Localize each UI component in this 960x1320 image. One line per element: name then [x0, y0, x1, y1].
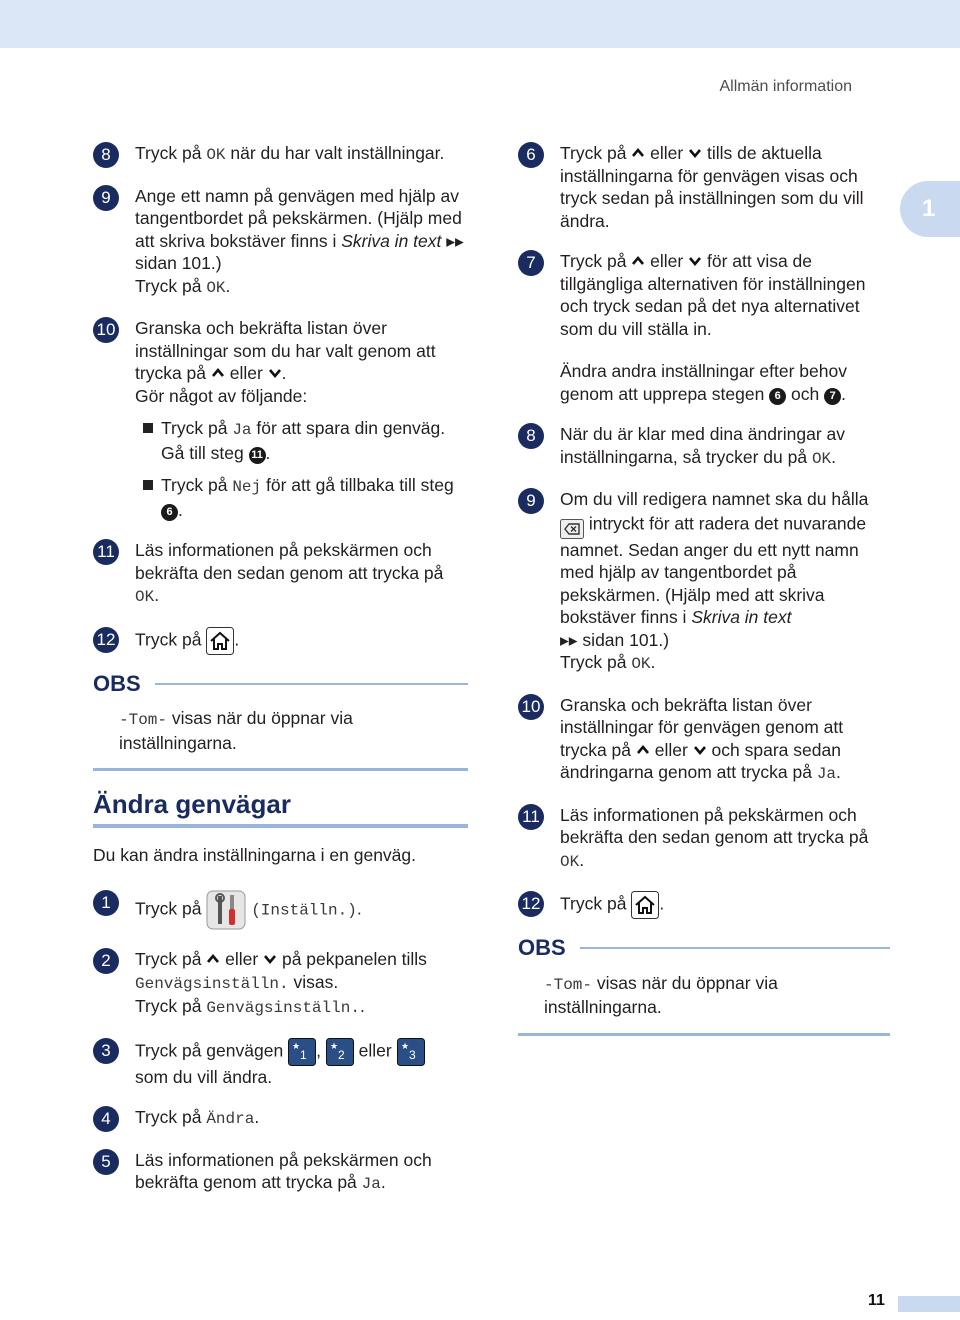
step-ref-circle: 11 [249, 447, 266, 464]
svg-text:3: 3 [408, 1047, 416, 1062]
step-number: 1 [93, 890, 119, 916]
chevron-down-icon [688, 254, 702, 268]
step-ref-circle: 6 [161, 504, 178, 521]
step-number: 2 [93, 948, 119, 974]
chevron-down-icon [693, 743, 707, 757]
step-9-left: 9 Ange ett namn på genvägen med hjälp av tangentbordet på pekskärmen. (Hjälp med att skriva bokstäver finns i Skriva in text ▸▸ sidan 101.) Tryck på OK. [93, 185, 468, 300]
svg-text:★: ★ [292, 1041, 301, 1052]
step-number: 9 [93, 185, 119, 211]
step-11-left: 11 Läs informationen på pekskärmen och bekräfta den sedan genom att trycka på OK. [93, 539, 468, 609]
step-number: 6 [518, 142, 544, 168]
step-number: 4 [93, 1106, 119, 1132]
step-9-right: 9 Om du vill redigera namnet ska du hålla intryckt för att radera det nuvarande namnet. Sedan anger du ett nytt namn med hjälp av tangentbordet på pekskärmen. (Hjälp med att skriva bokstäver finns i Skriva in text ▸▸ sidan 101.) Tryck på OK. [518, 488, 890, 676]
home-icon [631, 891, 659, 919]
note-box-right: OBS -Tom- visas när du öppnar via inställningarna. [518, 937, 890, 1036]
step-12-right: 12 Tryck på . [518, 891, 890, 919]
intro-text: Du kan ändra inställningarna i en genväg. [93, 844, 416, 865]
step-7: 7 Tryck på eller för att visa de tillgängliga alternativen för inställningen och tryck sedan på det nya alternativet som du vill ställa in. Ändra andra inställningar efter behov genom att upprepa stegen 6 och 7 . [518, 250, 890, 405]
step-number: 11 [93, 539, 119, 565]
step-3: 3 Tryck på genvägen ★ 1 , ★ 2 eller ★ 3 som du vill ändra. [93, 1038, 468, 1089]
backspace-icon [560, 519, 584, 539]
chevron-up-icon [636, 743, 650, 757]
svg-text:1: 1 [300, 1047, 307, 1062]
step-number: 12 [518, 891, 544, 917]
step-4: 4 Tryck på Ändra. [93, 1106, 468, 1131]
step-number: 7 [518, 250, 544, 276]
note-title: OBS [93, 670, 141, 696]
step-8-right: 8 När du är klar med dina ändringar av inställningarna, så trycker du på OK. [518, 423, 890, 470]
chevron-down-icon [688, 146, 702, 160]
svg-text:★: ★ [329, 1041, 338, 1052]
chevron-down-icon [263, 952, 277, 966]
svg-text:★: ★ [400, 1041, 409, 1052]
chevron-up-icon [631, 146, 645, 160]
step-number: 5 [93, 1149, 119, 1175]
left-column [93, 142, 468, 1214]
chevron-up-icon [631, 254, 645, 268]
right-column [518, 142, 890, 1042]
step-8-left: 8 Tryck på OK när du har valt inställningar. [93, 142, 468, 167]
svg-text:2: 2 [337, 1047, 345, 1062]
step-number: 8 [518, 423, 544, 449]
step-1: 1 Tryck på (Inställn.). [93, 890, 468, 930]
chapter-tab [900, 181, 960, 237]
page-number: 11 [868, 1292, 885, 1309]
step-6: 6 Tryck på eller tills de aktuella inställningarna för genvägen visas och tryck sedan på inställningen som du vill ändra. [518, 142, 890, 232]
step-number: 9 [518, 488, 544, 514]
chevron-up-icon [211, 366, 225, 380]
step-number: 11 [518, 804, 544, 830]
shortcut-3-icon [397, 1038, 425, 1066]
home-icon [206, 627, 234, 655]
bullet-item: Tryck på Nej för att gå tillbaka till steg 6 . [135, 474, 468, 521]
step-number: 10 [93, 317, 119, 343]
footer-bar [898, 1296, 960, 1312]
shortcut-2-icon [326, 1038, 354, 1066]
settings-tools-icon [206, 890, 246, 930]
step-2: 2 Tryck på eller på pekpanelen tills Genvägsinställn. visas. Tryck på Genvägsinställn.. [93, 948, 468, 1020]
step-number: 3 [93, 1038, 119, 1064]
top-band [0, 0, 960, 48]
step-5: 5 Läs informationen på pekskärmen och bekräfta genom att trycka på Ja. [93, 1149, 468, 1196]
step-12-left: 12 Tryck på . [93, 627, 468, 655]
step-7-note: Ändra andra inställningar efter behov genom att upprepa stegen 6 och 7 . [560, 361, 847, 404]
chapter-number: 1 [922, 195, 936, 222]
step-number: 8 [93, 142, 119, 168]
shortcut-1-icon [288, 1038, 316, 1066]
step-10-left: 10 Granska och bekräfta listan över inställningar som du har valt genom att trycka på eller . Gör något av följande: Tryck på Ja för att spara din genväg. Gå till steg 11 . Tryck på Nej för att gå tillbaka till steg 6 . [93, 317, 468, 521]
note-box-left: OBS -Tom- visas när du öppnar via inställningarna. [93, 673, 468, 772]
reference-link[interactable]: Skriva in text [691, 607, 792, 627]
step-number: 10 [518, 694, 544, 720]
chevron-down-icon [268, 366, 282, 380]
section-heading: Ändra genvägar [93, 793, 468, 828]
note-title: OBS [518, 935, 566, 960]
chevron-up-icon [206, 952, 220, 966]
step-number: 12 [93, 627, 119, 653]
step-10-right: 10 Granska och bekräfta listan över inställningar för genvägen genom att trycka på eller och spara sedan ändringarna genom att trycka på Ja. [518, 694, 890, 786]
section-header: Allmän information [719, 78, 852, 95]
reference-link[interactable]: Skriva in text [341, 230, 442, 251]
bullet-item: Tryck på Ja för att spara din genväg. Gå till steg 11 . [135, 417, 468, 464]
step-11-right: 11 Läs informationen på pekskärmen och bekräfta den sedan genom att trycka på OK. [518, 804, 890, 874]
